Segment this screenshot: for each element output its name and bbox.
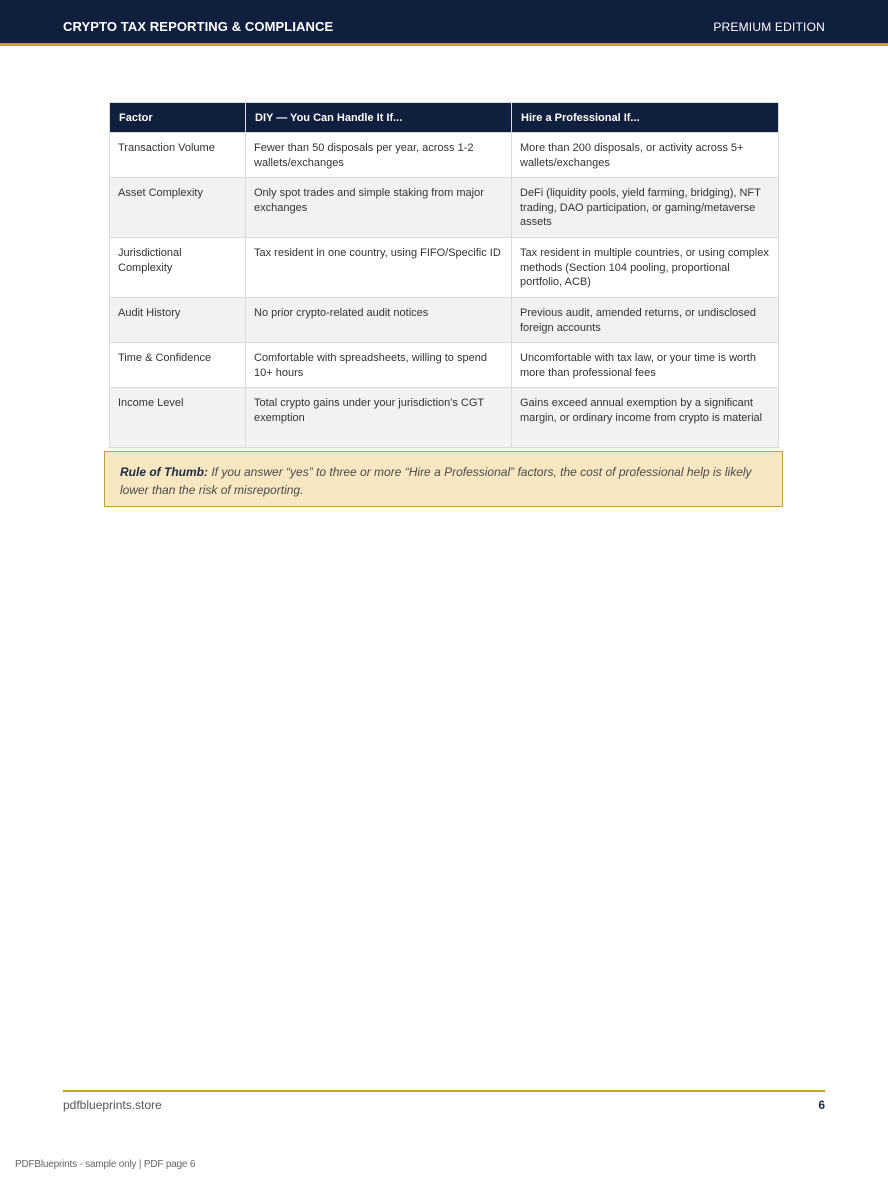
factor-cell: Audit History	[110, 298, 246, 343]
diy-cell: Total crypto gains under your jurisdiction's CGT exemption	[246, 388, 512, 448]
comparison-table	[109, 102, 778, 448]
column-header-hire-professional: Hire a Professional If...	[512, 103, 779, 133]
factor-cell: Income Level	[110, 388, 246, 448]
diy-cell: No prior crypto-related audit notices	[246, 298, 512, 343]
callout-text: If you answer “yes” to three or more “Hire a Professional” factors, the cost of professional help is likely lower than the risk of misreporting.	[120, 465, 752, 497]
factor-cell: Jurisdictional Complexity	[110, 238, 246, 298]
footer-divider	[63, 1090, 825, 1092]
hire-professional-cell: Tax resident in multiple countries, or using complex methods (Section 104 pooling, proportional portfolio, ACB)	[512, 238, 779, 298]
page-number: 6	[818, 1098, 825, 1112]
column-header-diy: DIY — You Can Handle It If...	[246, 103, 512, 133]
factor-cell: Transaction Volume	[110, 133, 246, 178]
table-row	[110, 343, 779, 388]
table-row	[110, 178, 779, 238]
edition-label: PREMIUM EDITION	[713, 20, 825, 34]
hire-professional-cell: More than 200 disposals, or activity across 5+ wallets/exchanges	[512, 133, 779, 178]
diy-cell: Only spot trades and simple staking from major exchanges	[246, 178, 512, 238]
diy-cell: Comfortable with spreadsheets, willing to spend 10+ hours	[246, 343, 512, 388]
factor-cell: Asset Complexity	[110, 178, 246, 238]
diy-cell: Fewer than 50 disposals per year, across 1-2 wallets/exchanges	[246, 133, 512, 178]
table-row	[110, 238, 779, 298]
callout-lead: Rule of Thumb:	[120, 465, 208, 479]
header-band	[0, 0, 888, 46]
table-row	[110, 298, 779, 343]
rule-of-thumb-callout	[104, 451, 783, 507]
diy-cell: Tax resident in one country, using FIFO/Specific ID	[246, 238, 512, 298]
hire-professional-cell: Uncomfortable with tax law, or your time is worth more than professional fees	[512, 343, 779, 388]
footer-site-name: pdfblueprints.store	[63, 1098, 162, 1112]
hire-professional-cell: DeFi (liquidity pools, yield farming, bridging), NFT trading, DAO participation, or gaming/metaverse assets	[512, 178, 779, 238]
hire-professional-cell: Gains exceed annual exemption by a significant margin, or ordinary income from crypto is material	[512, 388, 779, 448]
hire-professional-cell: Previous audit, amended returns, or undisclosed foreign accounts	[512, 298, 779, 343]
document-title: CRYPTO TAX REPORTING & COMPLIANCE	[63, 19, 334, 34]
table-row	[110, 133, 779, 178]
table-header-row	[110, 103, 779, 133]
factor-cell: Time & Confidence	[110, 343, 246, 388]
sample-watermark-note: PDFBlueprints - sample only | PDF page 6	[15, 1159, 196, 1170]
table-row	[110, 388, 779, 448]
column-header-factor: Factor	[110, 103, 246, 133]
